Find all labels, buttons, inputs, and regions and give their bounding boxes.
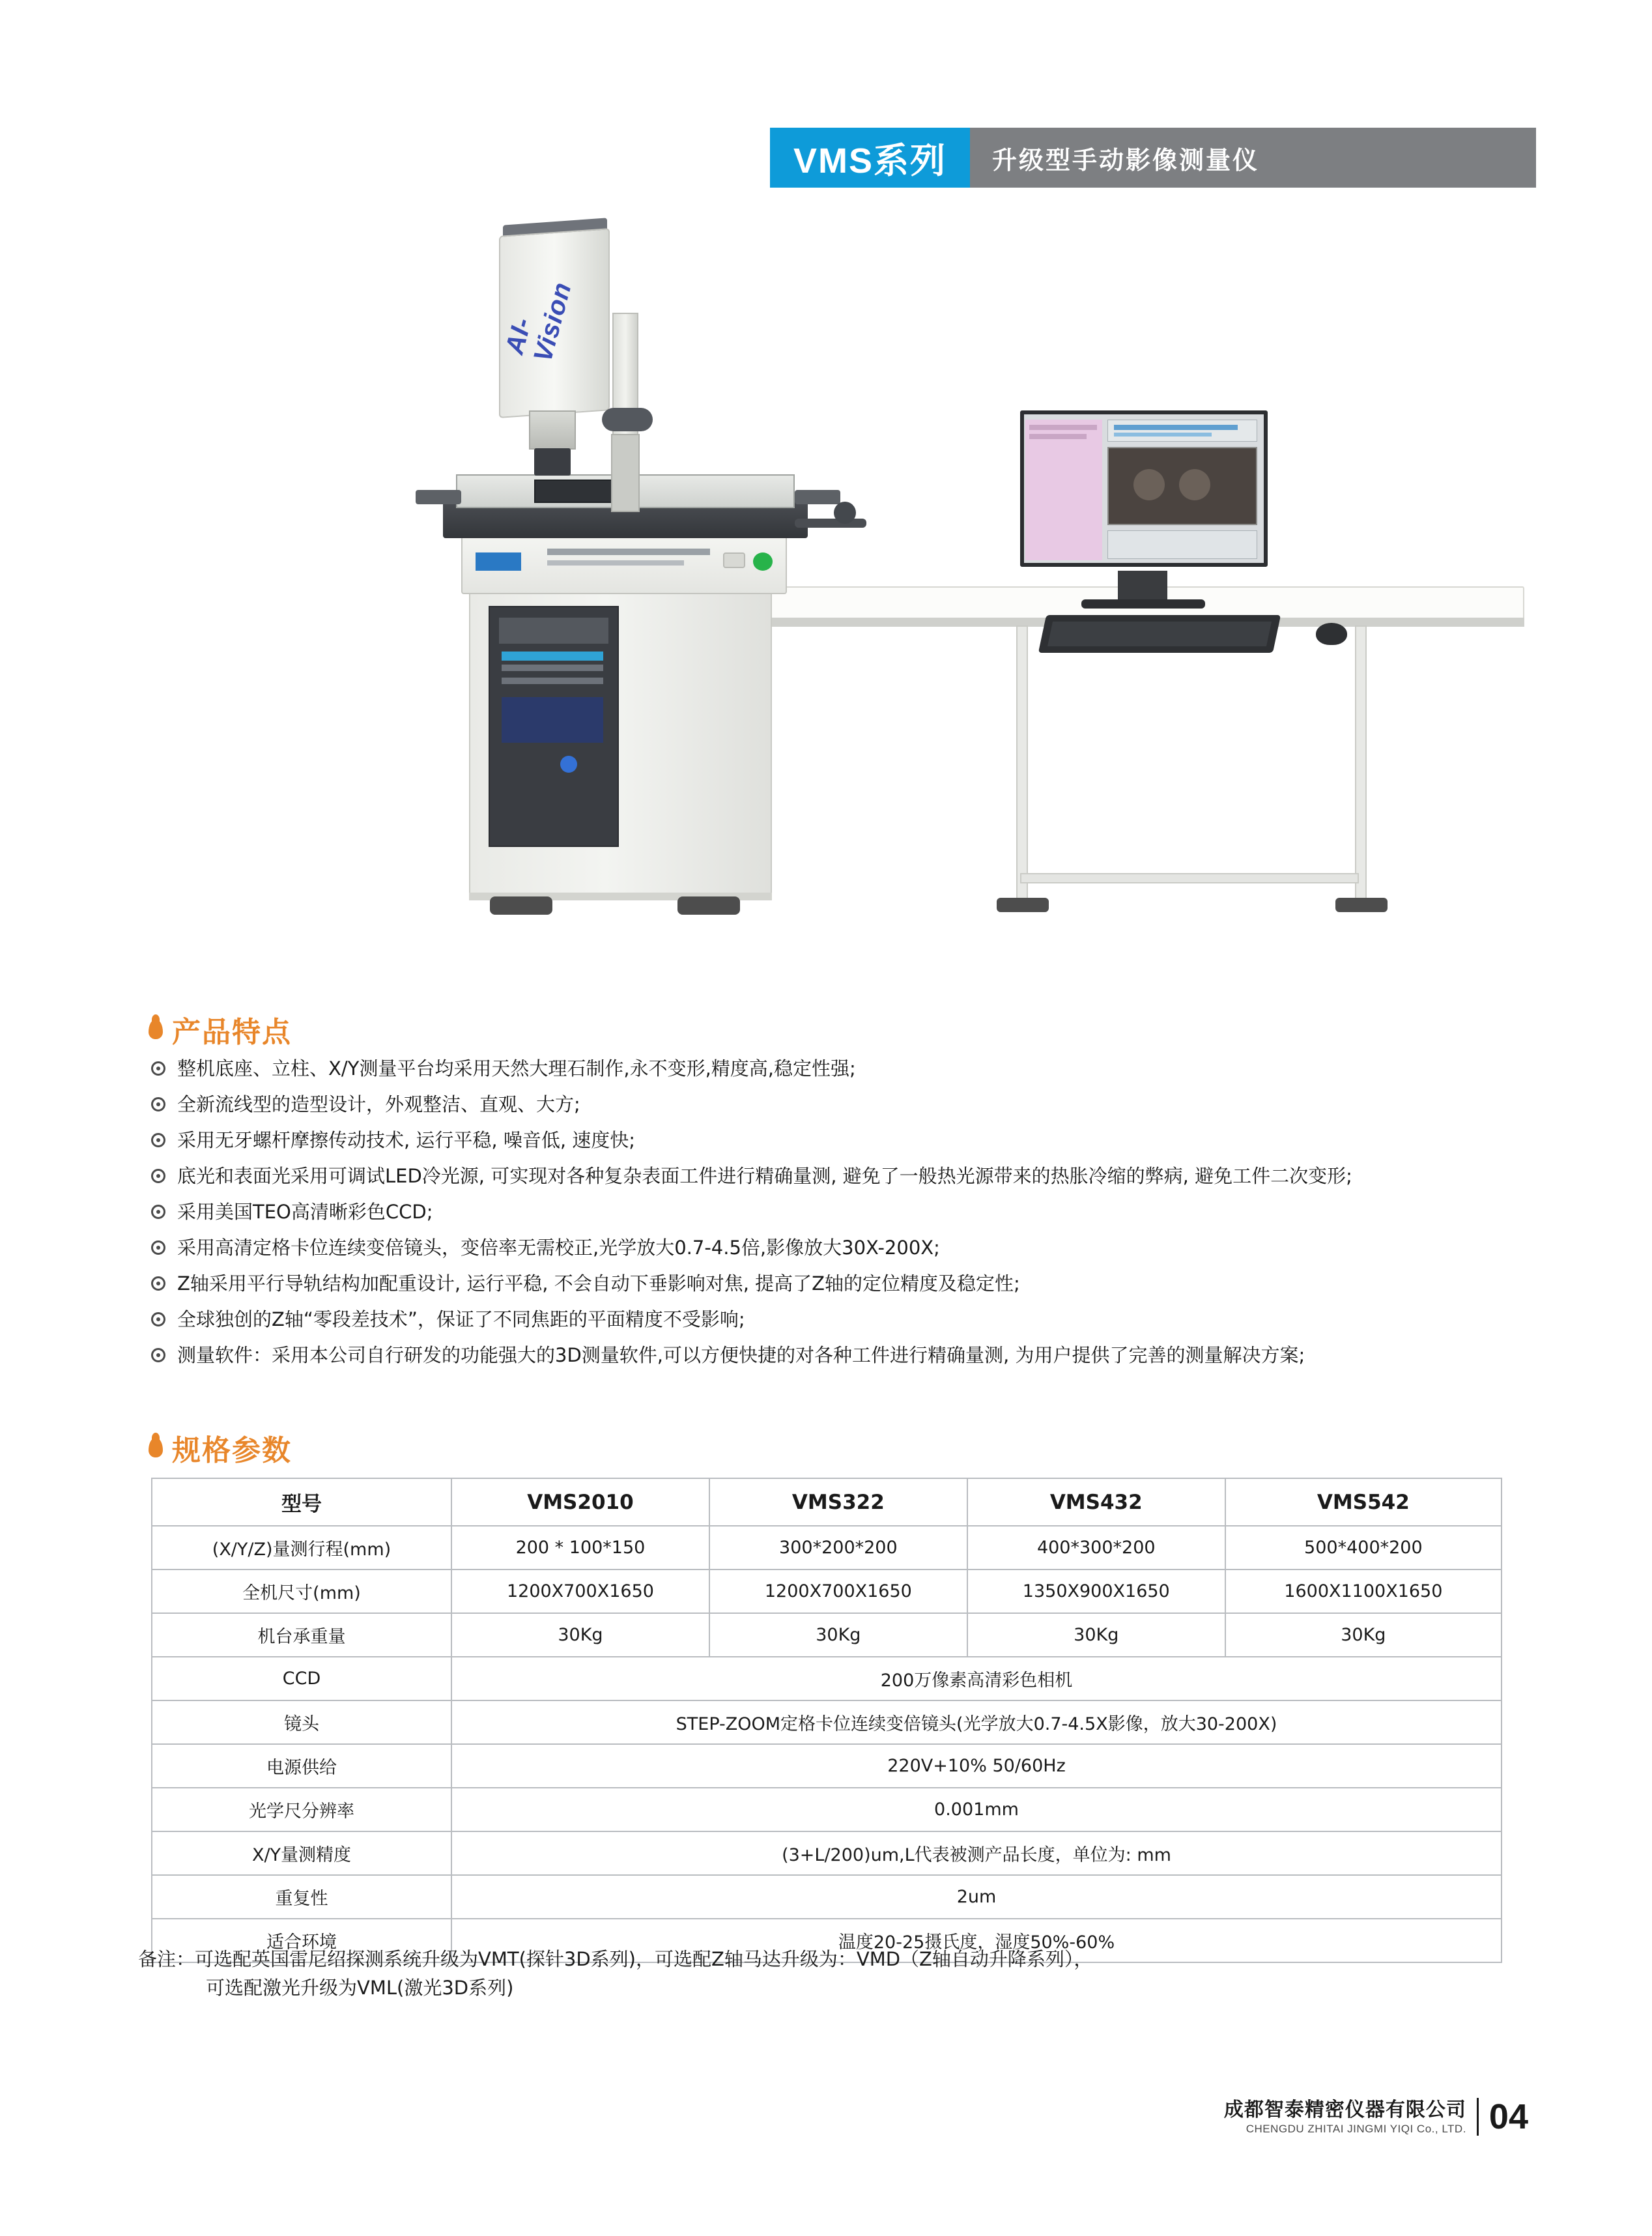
table-cell: 30Kg	[1225, 1613, 1502, 1657]
desk-leg-right	[1355, 625, 1367, 899]
software-toolbar-row	[1114, 425, 1238, 430]
desk-foot-right	[1335, 898, 1388, 912]
software-side-panel	[1025, 420, 1102, 560]
footer-divider	[1477, 2098, 1479, 2136]
software-toolbar	[1107, 420, 1257, 442]
row-label: CCD	[152, 1657, 451, 1700]
tower-front-panel	[502, 697, 603, 743]
feature-text: 测量软件：采用本公司自行研发的功能强大的3D测量软件,可以方便快捷的对各种工件进行精确量测, 为用户提供了完善的测量解决方案;	[177, 1344, 1305, 1367]
specs-title: 规格参数	[172, 1435, 292, 1467]
desk-foot-left	[997, 898, 1049, 912]
table-cell: 200 * 100*150	[451, 1526, 709, 1570]
software-toolbar-row	[1114, 433, 1212, 437]
keyboard-keys	[1047, 622, 1272, 646]
row-label: 全机尺寸(mm)	[152, 1570, 451, 1613]
lens-housing	[529, 410, 576, 450]
lens-objective	[534, 448, 571, 476]
tower-slot	[502, 665, 603, 671]
machine-brand-label: AI-Vision	[500, 279, 577, 365]
row-label: X/Y量测精度	[152, 1831, 451, 1875]
features-section-heading	[149, 1009, 292, 1050]
table-cell: 1200X700X1650	[709, 1570, 967, 1613]
list-item	[151, 1199, 1526, 1225]
mouse	[1316, 623, 1347, 645]
feature-text: 全新流线型的造型设计，外观整洁、直观、大方;	[177, 1093, 580, 1116]
bullet-icon	[151, 1169, 165, 1183]
table-row	[152, 1526, 1502, 1570]
measured-hole	[1179, 469, 1210, 500]
row-label: 镜头	[152, 1700, 451, 1744]
table-row	[152, 1744, 1502, 1788]
row-label: 重复性	[152, 1875, 451, 1919]
stage-arm-left	[416, 490, 461, 504]
bullet-icon	[151, 1133, 165, 1147]
row-label: (X/Y/Z)量测行程(mm)	[152, 1526, 451, 1570]
bullet-icon	[151, 1097, 165, 1111]
list-item	[151, 1270, 1526, 1297]
features-list	[151, 1055, 1526, 1378]
note-line-2: 可选配激光升级为VML(激光3D系列)	[206, 1976, 514, 1999]
table-cell: (3+L/200)um,L代表被测产品长度，单位为: mm	[451, 1831, 1502, 1875]
table-cell: 200万像素高清彩色相机	[451, 1657, 1502, 1700]
feature-text: 全球独创的Z轴“零段差技术”，保证了不同焦距的平面精度不受影响;	[177, 1308, 745, 1331]
feature-text: 采用美国TEO高清晰彩色CCD;	[177, 1201, 433, 1224]
table-row	[152, 1570, 1502, 1613]
bullet-icon	[151, 1061, 165, 1076]
cabinet-foot-left	[490, 896, 552, 915]
specs-section-heading	[149, 1427, 292, 1469]
company-block	[1224, 2098, 1466, 2136]
control-panel-text	[547, 549, 710, 555]
list-item	[151, 1306, 1526, 1332]
table-row	[152, 1788, 1502, 1831]
page-number: 04	[1488, 2097, 1528, 2136]
table-row	[152, 1613, 1502, 1657]
desk-leg-left	[1016, 625, 1028, 899]
table-cell: 400*300*200	[967, 1526, 1225, 1570]
product-subtitle: 升级型手动影像测量仪	[970, 128, 1536, 188]
feature-text: 采用无牙螺杆摩擦传动技术, 运行平稳, 噪音低, 速度快;	[177, 1129, 636, 1152]
software-panel-line	[1029, 425, 1097, 430]
table-header-cell: VMS322	[709, 1478, 967, 1526]
table-cell: 0.001mm	[451, 1788, 1502, 1831]
control-panel-text	[547, 560, 684, 566]
measured-hole	[1133, 469, 1165, 500]
bullet-icon	[151, 1205, 165, 1219]
list-item	[151, 1163, 1526, 1189]
list-item	[151, 1127, 1526, 1153]
z-axis-slide	[611, 434, 640, 512]
feature-text: 采用高清定格卡位连续变倍镜头，变倍率无需校正,光学放大0.7-4.5倍,影像放大30X-200X;	[177, 1237, 940, 1259]
power-button-icon	[560, 756, 577, 773]
tower-slot	[502, 678, 603, 684]
row-label: 电源供给	[152, 1744, 451, 1788]
table-cell: 30Kg	[451, 1613, 709, 1657]
feature-text: 底光和表面光采用可调试LED冷光源, 可实现对各种复杂表面工件进行精确量测, 避免了一般热光源带来的热胀冷缩的弊病, 避免工件二次变形;	[177, 1165, 1352, 1188]
cabinet-foot-right	[677, 896, 740, 915]
table-cell: 1600X1100X1650	[1225, 1570, 1502, 1613]
product-series-title: VMS系列	[770, 128, 970, 188]
table-cell: 温度20-25摄氏度，湿度50%-60%	[451, 1919, 1502, 1962]
company-name-en: CHENGDU ZHITAI JINGMI YIQI Co., LTD.	[1246, 2122, 1466, 2135]
row-label: 光学尺分辨率	[152, 1788, 451, 1831]
table-note	[138, 1945, 1513, 2002]
page-footer	[1224, 2097, 1528, 2137]
bullet-icon	[151, 1348, 165, 1362]
company-name-cn: 成都智泰精密仪器有限公司	[1223, 2099, 1466, 2121]
feature-text: 整机底座、立柱、X/Y测量平台均采用天然大理石制作,永不变形,精度高,稳定性强;	[177, 1057, 856, 1080]
bullet-icon	[151, 1276, 165, 1291]
table-row	[152, 1875, 1502, 1919]
feature-text: Z轴采用平行导轨结构加配重设计, 运行平稳, 不会自动下垂影响对焦, 提高了Z轴的定位精度及稳定性;	[177, 1272, 1020, 1295]
header-banner	[770, 128, 1536, 188]
bullet-icon	[151, 1240, 165, 1255]
table-cell: 1350X900X1650	[967, 1570, 1225, 1613]
tower-drive-bay	[502, 652, 603, 661]
software-panel-line	[1029, 434, 1087, 439]
bullet-icon	[151, 1312, 165, 1326]
list-item	[151, 1235, 1526, 1261]
table-cell: 500*400*200	[1225, 1526, 1502, 1570]
table-header-cell: VMS432	[967, 1478, 1225, 1526]
list-item	[151, 1091, 1526, 1117]
table-row	[152, 1700, 1502, 1744]
stage-knob	[834, 502, 856, 524]
control-panel-knob	[723, 552, 745, 568]
control-panel-power-light	[753, 552, 773, 571]
row-label: 适合环境	[152, 1919, 451, 1962]
table-row	[152, 1657, 1502, 1700]
table-header-cell: VMS2010	[451, 1478, 709, 1526]
table-row	[152, 1831, 1502, 1875]
table-header-cell: VMS542	[1225, 1478, 1502, 1526]
specifications-table	[151, 1478, 1502, 1963]
table-row	[152, 1478, 1502, 1526]
features-title: 产品特点	[172, 1016, 292, 1048]
droplet-icon	[149, 1438, 163, 1457]
stage-arm-right	[795, 490, 840, 504]
software-results-panel	[1107, 530, 1257, 559]
note-line-1: 备注：可选配英国雷尼绍探测系统升级为VMT(探针3D系列)，可选配Z轴马达升级为：VMD（Z轴自动升降系列），	[138, 1948, 1093, 1970]
list-item	[151, 1342, 1526, 1368]
stage-rod	[795, 519, 866, 528]
focus-knob	[602, 408, 653, 431]
table-cell: 30Kg	[709, 1613, 967, 1657]
control-panel-logo	[476, 552, 521, 571]
row-label: 机台承重量	[152, 1613, 451, 1657]
table-cell: STEP-ZOOM定格卡位连续变倍镜头(光学放大0.7-4.5X影像，放大30-200X)	[451, 1700, 1502, 1744]
table-cell: 1200X700X1650	[451, 1570, 709, 1613]
tower-top-panel	[499, 618, 608, 644]
list-item	[151, 1055, 1526, 1082]
table-cell: 300*200*200	[709, 1526, 967, 1570]
table-cell: 220V+10% 50/60Hz	[451, 1744, 1502, 1788]
table-cell: 2um	[451, 1875, 1502, 1919]
desk-rail	[1020, 873, 1359, 883]
table-cell: 30Kg	[967, 1613, 1225, 1657]
product-photo	[339, 195, 1316, 964]
monitor-stand	[1118, 571, 1167, 602]
droplet-icon	[149, 1020, 163, 1039]
monitor-base	[1081, 599, 1205, 609]
table-header-cell: 型号	[152, 1478, 451, 1526]
